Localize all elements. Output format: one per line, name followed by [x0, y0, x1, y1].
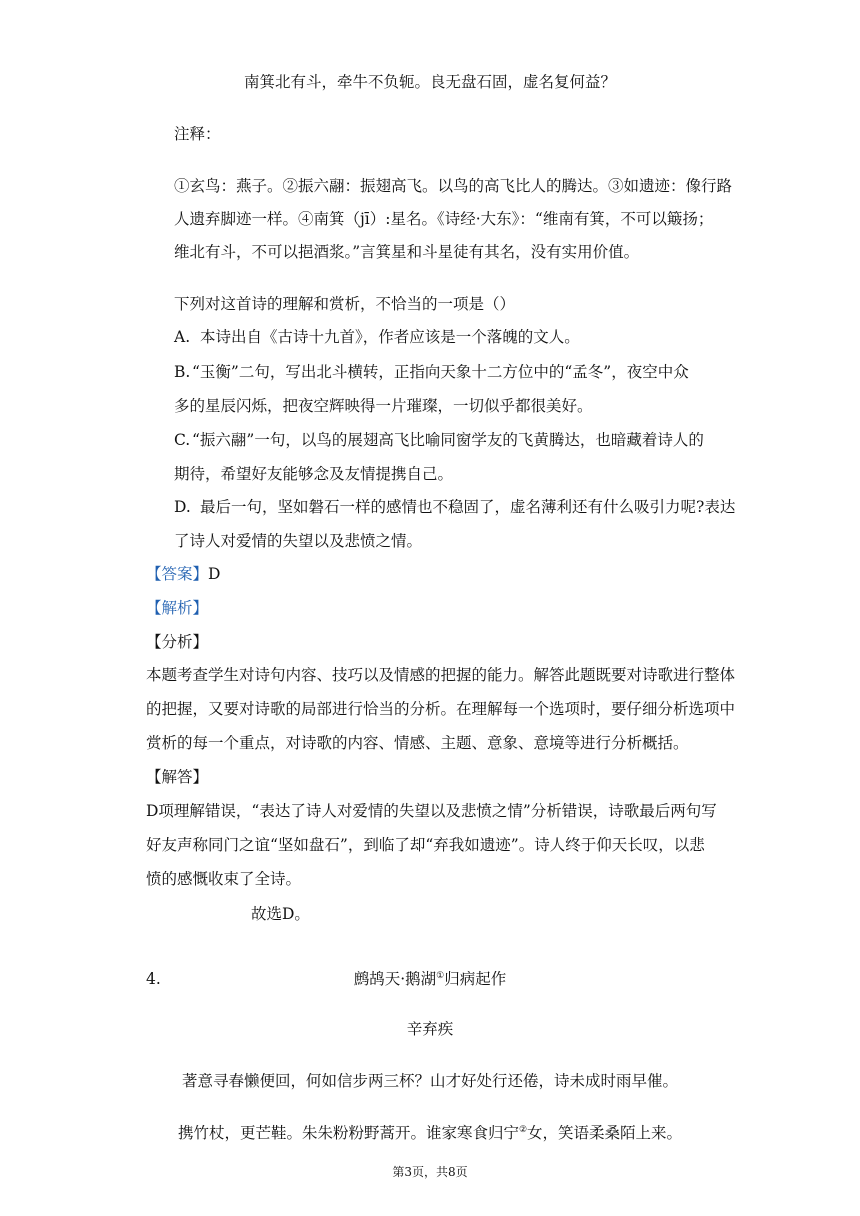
poem-title-text: 归病起作: [444, 970, 507, 988]
poem-line-text: 女，笑语柔桑陌上来。: [527, 1124, 683, 1142]
fenxi-line: 本题考查学生对诗句内容、技巧以及情感的把握的能力。解答此题既要对诗歌进行整体: [146, 666, 736, 684]
option-text: 最后一句，坚如磐石一样的感情也不稳固了，虚名薄利还有什么吸引力呢?表达: [200, 498, 736, 516]
poem-line: 著意寻春懒便回，何如信步两三杯？山才好处行还倦，诗未成时雨早催。: [181, 1072, 678, 1090]
notes-line: ①玄鸟：燕子。②振六翮：振翅高飞。以鸟的高飞比人的腾达。③如遗迹：像行路: [174, 177, 733, 195]
poem-last-line: 南箕北有斗，牵牛不负轭。良无盘石固，虚名复何益？: [243, 73, 616, 91]
option-text: 期待，希望好友能够念及友情提携自己。: [174, 465, 454, 483]
jieda-tag: 【解答】: [146, 768, 209, 786]
poem-line: [0, 1123, 860, 1143]
option-letter: A.: [174, 328, 191, 346]
option-letter: C.: [174, 431, 191, 449]
option-text: “振六翮”一句，以鸟的展翅高飞比喻同窗学友的飞黄腾达，也暗藏着诗人的: [192, 431, 704, 449]
option-text: 了诗人对爱情的失望以及悲愤之情。: [174, 532, 423, 550]
option-letter: B.: [174, 363, 191, 381]
poem-line-text: 携竹杖，更芒鞋。朱朱粉粉野蒿开。谁家寒食归宁: [177, 1124, 519, 1142]
jieda-line: 愤的感慨收束了全诗。: [146, 870, 302, 888]
fenxi-line: 赏析的每一个重点，对诗歌的内容、情感、主题、意象、意境等进行分析概括。: [146, 734, 689, 752]
poem-title-text: 鹧鸪天·鹅湖: [353, 970, 437, 988]
option-text: 本诗出自《古诗十九首》，作者应该是一个落魄的文人。: [200, 328, 580, 346]
fenxi-line: 的把握，又要对诗歌的局部进行恰当的分析。在理解每一个选项时，要仔细分析选项中: [146, 700, 736, 718]
jieda-line: D项理解错误，“表达了诗人对爱情的失望以及悲愤之情”分析错误，诗歌最后两句写: [146, 802, 717, 820]
poem-note-mark: ②: [518, 1124, 528, 1135]
notes-label: 注释：: [174, 125, 221, 143]
notes-line: 人遗弃脚迹一样。④南箕（jī）:星名。《诗经·大东》：“维南有箕，不可以簸扬；: [174, 210, 714, 228]
poem-title-note-mark: ①: [436, 970, 445, 981]
analysis-tag: 【解析】: [146, 599, 209, 617]
answer-line: [146, 564, 220, 584]
answer-tag: 【答案】: [146, 565, 209, 583]
poem-author: 辛弃疾: [406, 1020, 454, 1038]
question-number: 4.: [146, 970, 161, 988]
option-letter: D.: [174, 498, 191, 516]
page-footer: 第3页，共8页: [392, 1165, 468, 1179]
question-stem: 下列对这首诗的理解和赏析，不恰当的一项是（）: [174, 295, 516, 313]
answer-value: D: [208, 565, 221, 583]
option-text: “玉衡”二句，写出北斗横转，正指向天象十二方位中的“孟冬”，夜空中众: [192, 363, 689, 381]
jieda-line: 好友声称同门之谊“坚如盘石”，到临了却“弃我如遗迹”。诗人终于仰天长叹，以悲: [146, 836, 705, 854]
jieda-conclusion: 故选D。: [251, 905, 310, 923]
option-text: 多的星辰闪烁，把夜空辉映得一片璀璨，一切似乎都很美好。: [174, 397, 593, 415]
poem-title: [0, 969, 860, 989]
fenxi-tag: 【分析】: [146, 633, 209, 651]
notes-line: 维北有斗，不可以挹酒浆。”言箕星和斗星徒有其名，没有实用价值。: [174, 243, 640, 261]
